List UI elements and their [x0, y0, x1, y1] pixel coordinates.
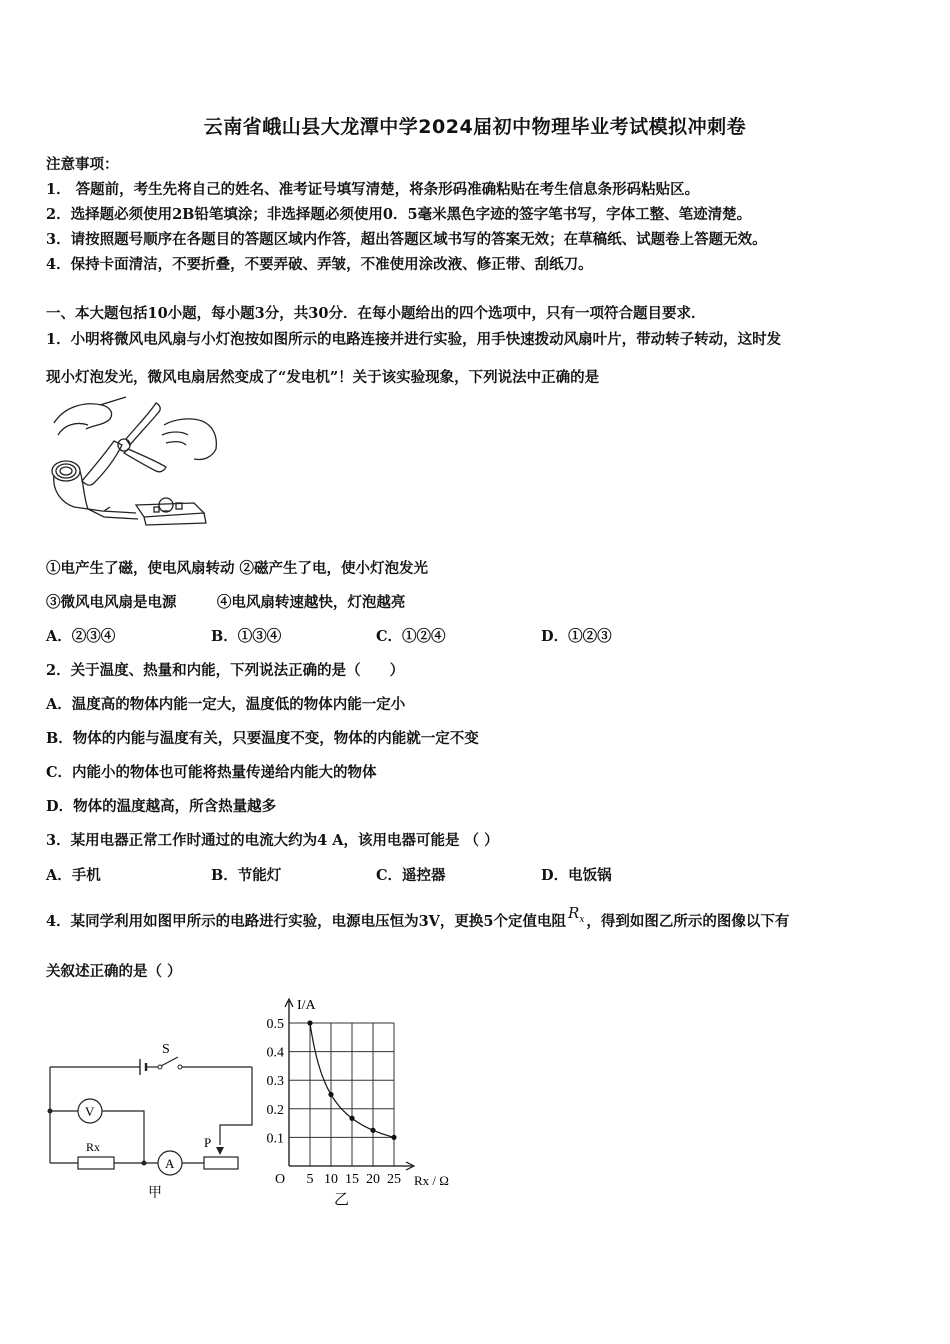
- y-axis-label: I/A: [297, 998, 316, 1013]
- ammeter-label: A: [165, 1156, 175, 1171]
- q2-option-b[interactable]: B．物体的内能与温度有关，只要温度不变，物体的内能就一定不变: [46, 730, 479, 747]
- q1-option-c[interactable]: C．①②④: [376, 628, 446, 645]
- x-tick-label: 20: [366, 1172, 380, 1187]
- q4-stem-part2: ，得到如图乙所示的图像以下有: [586, 913, 790, 930]
- slider-arrow: [216, 1147, 224, 1155]
- q3-option-b[interactable]: B．节能灯: [211, 867, 282, 884]
- rheostat: [204, 1157, 238, 1169]
- current-resistance-chart: [255, 988, 465, 1208]
- q3-option-d[interactable]: D．电饭锅: [541, 867, 612, 884]
- slider-label: P: [204, 1135, 212, 1150]
- x-tick-label: 25: [387, 1172, 401, 1187]
- q2-option-c[interactable]: C．内能小的物体也可能将热量传递给内能大的物体: [46, 764, 377, 781]
- q1-option-a[interactable]: A．②③④: [46, 628, 116, 645]
- q1-stem-line1: 1．小明将微风电风扇与小灯泡按如图所示的电路连接并进行实验，用手快速拨动风扇叶片，带动转子转动，这时发: [46, 331, 782, 348]
- y-tick-label: 0.3: [266, 1074, 284, 1090]
- x-tick-label: 10: [324, 1172, 338, 1187]
- q2-option-a[interactable]: A．温度高的物体内能一定大，温度低的物体内能一定小: [46, 696, 406, 713]
- q1-stem-line2: 现小灯泡发光，微风电扇居然变成了“发电机”！关于该实验现象，下列说法中正确的是: [46, 369, 600, 386]
- chart-caption: 乙: [333, 1192, 350, 1208]
- y-tick-label: 0.4: [266, 1045, 284, 1061]
- resistor-label: Rx: [86, 1140, 101, 1154]
- page-title: 云南省峨山县大龙潭中学2024届初中物理毕业考试模拟冲刺卷: [203, 116, 747, 138]
- data-point: [349, 1116, 354, 1121]
- data-point: [307, 1020, 312, 1025]
- switch-lever: [161, 1057, 178, 1066]
- notice-heading: 注意事项：: [46, 156, 119, 173]
- q2-stem: 2．关于温度、热量和内能，下列说法正确的是（ ）: [46, 662, 405, 679]
- notice-item-4: 4．保持卡面清洁，不要折叠，不要弄破、弄皱，不准使用涂改液、修正带、刮纸刀。: [46, 256, 593, 273]
- section-heading: 一、本大题包括10小题，每小题3分，共30分．在每小题给出的四个选项中，只有一项符合题目要求．: [46, 305, 706, 322]
- origin-label: O: [275, 1172, 286, 1187]
- q2-option-d[interactable]: D．物体的温度越高，所含热量越多: [46, 798, 277, 815]
- resistor-rx: [78, 1157, 114, 1169]
- q4-stem-line2: 关叙述正确的是（ ）: [46, 963, 182, 980]
- notice-item-1: 1． 答题前，考生先将自己的姓名、准考证号填写清楚，将条形码准确粘贴在考生信息条形码粘贴区。: [46, 181, 700, 198]
- circuit-caption: 甲: [148, 1186, 162, 1201]
- q1-statement-2: ③微风电风扇是电源 ④电风扇转速越快，灯泡越亮: [46, 594, 406, 611]
- y-tick-label: 0.1: [266, 1131, 284, 1147]
- switch-label: S: [162, 1042, 170, 1057]
- y-tick-label: 0.2: [266, 1102, 284, 1118]
- voltmeter-label: V: [85, 1104, 95, 1119]
- notice-item-2: 2．选择题必须使用2B铅笔填涂；非选择题必须使用0．5毫米黑色字迹的签字笔书写，字体工整、笔迹清楚。: [46, 206, 752, 223]
- circuit-diagram: [40, 1035, 260, 1205]
- q4-stem-part1: 4．某同学利用如图甲所示的电路进行实验，电源电压恒为3V，更换5个定值电阻: [46, 913, 567, 930]
- data-point: [391, 1135, 396, 1140]
- rx-symbol: $R_x$: [568, 904, 585, 925]
- x-tick-label: 15: [345, 1172, 359, 1187]
- q1-option-d[interactable]: D．①②③: [541, 628, 612, 645]
- x-axis-label: Rx / Ω: [414, 1173, 449, 1188]
- switch-contact: [178, 1065, 182, 1069]
- y-tick-label: 0.5: [266, 1017, 284, 1032]
- fan-experiment-figure: [44, 395, 224, 535]
- junction-dot: [48, 1109, 53, 1114]
- data-point: [370, 1128, 375, 1133]
- q3-stem: 3．某用电器正常工作时通过的电流大约为4 A，该用电器可能是 （ ）: [46, 832, 499, 849]
- q1-statement-1: ①电产生了磁，使电风扇转动 ②磁产生了电，使小灯泡发光: [46, 560, 429, 577]
- q4-stem-line1: [46, 904, 790, 933]
- notice-item-3: 3．请按照题号顺序在各题目的答题区域内作答，超出答题区域书写的答案无效；在草稿纸、试题卷上答题无效。: [46, 231, 767, 248]
- q1-option-b[interactable]: B．①③④: [211, 628, 282, 645]
- q3-option-c[interactable]: C．遥控器: [376, 867, 446, 884]
- q3-option-a[interactable]: A．手机: [46, 867, 101, 884]
- junction-dot: [142, 1161, 147, 1166]
- x-tick-label: 5: [306, 1172, 314, 1187]
- data-point: [328, 1092, 333, 1097]
